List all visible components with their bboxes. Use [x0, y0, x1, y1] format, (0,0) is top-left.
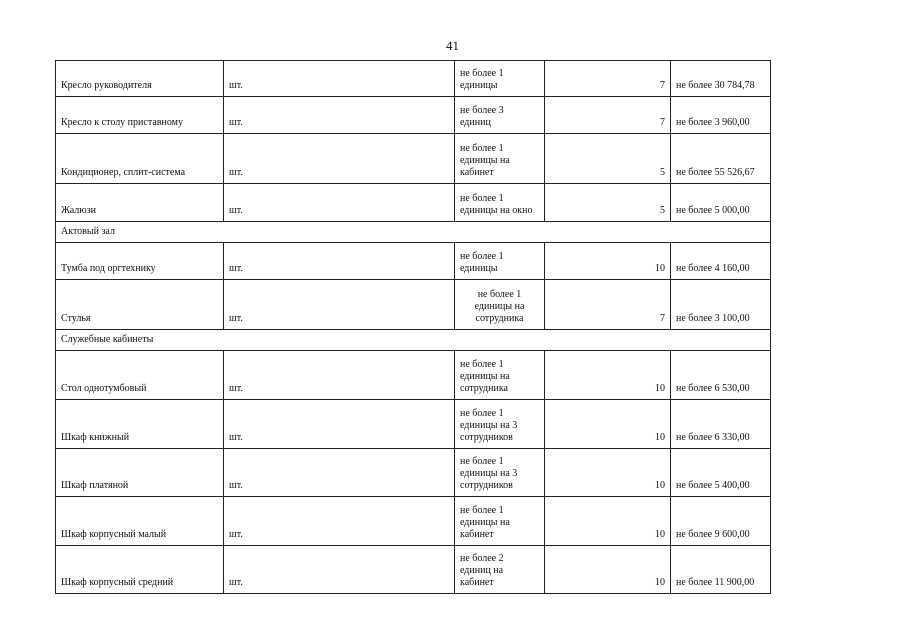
norm-line: единицы на 3	[460, 468, 518, 479]
price-cell: не более 3 960,00	[671, 97, 771, 134]
table-row	[56, 61, 771, 97]
table-row	[56, 184, 771, 222]
quantity-cell: 10	[545, 449, 671, 497]
norm-line: кабинет	[460, 577, 494, 588]
price-cell: не более 6 330,00	[671, 400, 771, 449]
section-title: Служебные кабинеты	[56, 330, 771, 351]
price-cell: не более 5 400,00	[671, 449, 771, 497]
price-cell: не более 6 530,00	[671, 351, 771, 400]
price-cell: не более 55 526,67	[671, 134, 771, 184]
norm-line: сотрудников	[460, 432, 513, 443]
item-name-cell: Шкаф корпусный средний	[56, 546, 224, 594]
unit-cell: шт.	[224, 449, 455, 497]
norm-line: единицы на	[460, 155, 510, 166]
norm-cell	[455, 546, 545, 594]
item-name-cell: Тумба под оргтехнику	[56, 243, 224, 280]
norm-line: не более 1	[460, 143, 504, 154]
norm-line: не более 1	[460, 505, 504, 516]
norm-line: кабинет	[460, 529, 494, 540]
norm-line: единиц на	[460, 565, 504, 576]
norm-line: не более 1	[477, 289, 522, 300]
table-row	[56, 351, 771, 400]
price-cell: не более 9 600,00	[671, 497, 771, 546]
norm-line: не более 3	[460, 105, 504, 116]
table-row	[56, 449, 771, 497]
quantity-cell: 10	[545, 546, 671, 594]
norm-line: не более 1	[460, 359, 504, 370]
norm-line: единицы на окно	[460, 205, 533, 216]
unit-cell: шт.	[224, 280, 455, 330]
norm-line: единицы на	[474, 301, 525, 312]
price-cell: не более 11 900,00	[671, 546, 771, 594]
table-row	[56, 243, 771, 280]
norm-cell	[455, 184, 545, 222]
quantity-cell: 10	[545, 497, 671, 546]
item-name-cell: Шкаф корпусный малый	[56, 497, 224, 546]
norm-line: единицы	[460, 263, 498, 274]
norm-line: не более 1	[460, 251, 504, 262]
quantity-cell: 10	[545, 400, 671, 449]
unit-cell: шт.	[224, 546, 455, 594]
unit-cell: шт.	[224, 243, 455, 280]
table-row	[56, 280, 771, 330]
unit-cell: шт.	[224, 184, 455, 222]
table-body	[56, 61, 771, 594]
item-name-cell: Жалюзи	[56, 184, 224, 222]
norm-line: сотрудника	[475, 313, 524, 324]
item-name-cell: Шкаф книжный	[56, 400, 224, 449]
price-cell: не более 30 784,78	[671, 61, 771, 97]
unit-cell: шт.	[224, 400, 455, 449]
item-name-cell: Кресло к столу приставному	[56, 97, 224, 134]
quantity-cell: 7	[545, 97, 671, 134]
norm-line: не более 1	[460, 408, 504, 419]
item-name-cell: Шкаф платяной	[56, 449, 224, 497]
quantity-cell: 5	[545, 134, 671, 184]
norm-cell	[455, 351, 545, 400]
norm-cell	[455, 497, 545, 546]
norm-line: кабинет	[460, 167, 494, 178]
table-row	[56, 546, 771, 594]
norm-cell	[455, 243, 545, 280]
unit-cell: шт.	[224, 61, 455, 97]
price-cell: не более 5 000,00	[671, 184, 771, 222]
norm-line: единицы на	[460, 517, 510, 528]
item-name-cell: Стол однотумбовый	[56, 351, 224, 400]
quantity-cell: 10	[545, 243, 671, 280]
norm-line: не более 1	[460, 456, 504, 467]
norm-cell	[455, 134, 545, 184]
item-name-cell: Стулья	[56, 280, 224, 330]
section-row	[56, 222, 771, 243]
norm-line: единицы на 3	[460, 420, 518, 431]
norm-line: не более 1	[460, 68, 504, 79]
unit-cell: шт.	[224, 97, 455, 134]
quantity-cell: 5	[545, 184, 671, 222]
page-number: 41	[446, 38, 459, 53]
quantity-cell: 7	[545, 61, 671, 97]
quantity-cell: 10	[545, 351, 671, 400]
item-name-cell: Кресло руководителя	[56, 61, 224, 97]
table-row	[56, 134, 771, 184]
norm-cell	[455, 449, 545, 497]
price-cell: не более 4 160,00	[671, 243, 771, 280]
norm-line: сотрудника	[460, 383, 508, 394]
norm-line: сотрудников	[460, 480, 513, 491]
table-row	[56, 97, 771, 134]
section-row	[56, 330, 771, 351]
unit-cell: шт.	[224, 134, 455, 184]
unit-cell: шт.	[224, 497, 455, 546]
price-cell: не более 3 100,00	[671, 280, 771, 330]
table-row	[56, 497, 771, 546]
item-name-cell: Кондиционер, сплит-система	[56, 134, 224, 184]
table-row	[56, 400, 771, 449]
norm-line: единицы на	[460, 371, 510, 382]
unit-cell: шт.	[224, 351, 455, 400]
norm-cell	[455, 400, 545, 449]
norm-cell	[455, 97, 545, 134]
norms-table	[55, 60, 771, 594]
norm-cell	[455, 61, 545, 97]
norm-cell	[455, 280, 545, 330]
norm-line: единиц	[460, 117, 491, 128]
section-title: Актовый зал	[56, 222, 771, 243]
quantity-cell: 7	[545, 280, 671, 330]
norm-line: не более 2	[460, 553, 504, 564]
norm-line: не более 1	[460, 193, 504, 204]
norm-line: единицы	[460, 80, 498, 91]
